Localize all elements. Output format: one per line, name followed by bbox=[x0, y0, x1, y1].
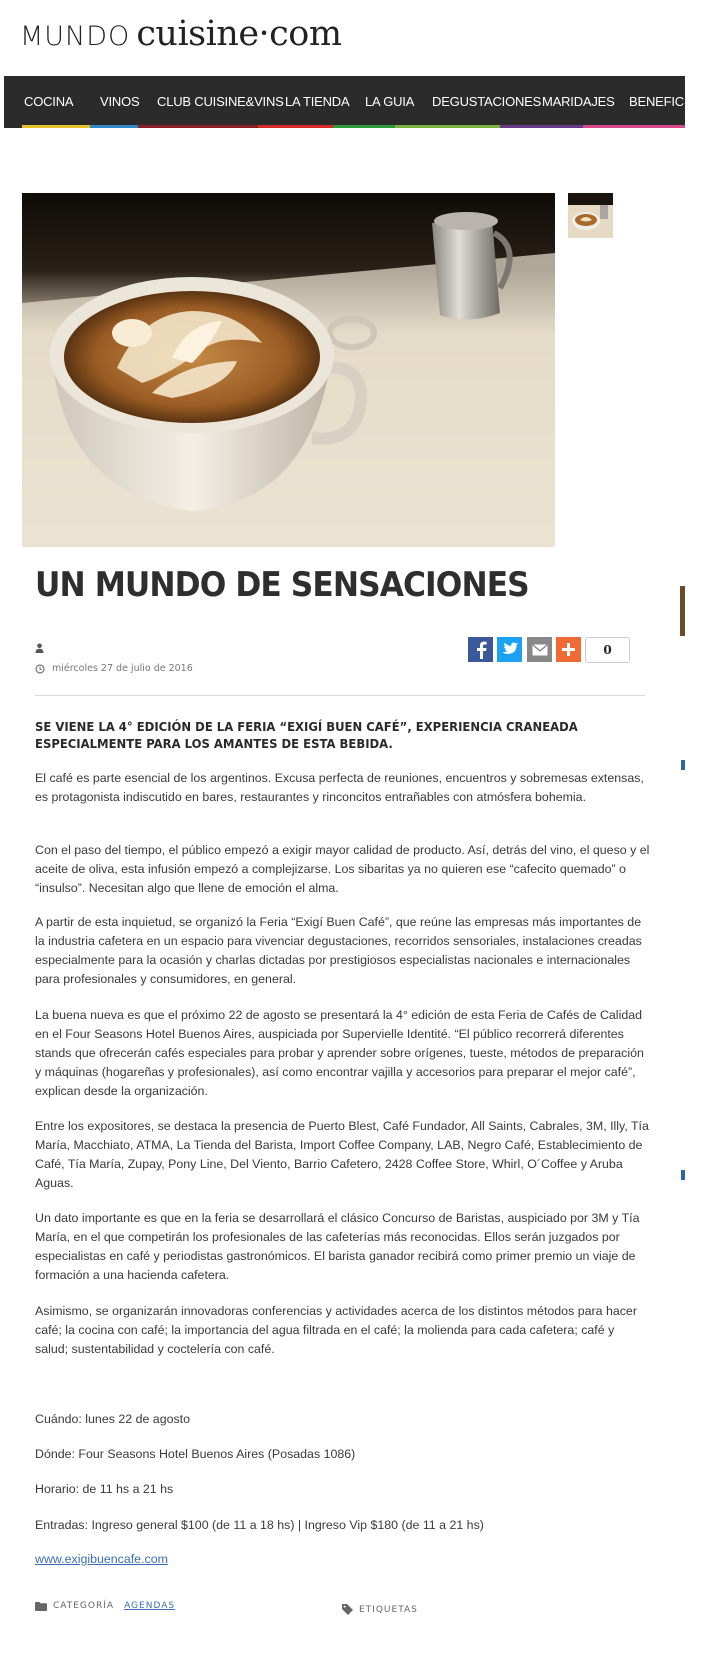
article-paragraph: A partir de esta inquietud, se organizó la Feria “Exigí Buen Café”, que reúne las empresas más importantes de la industria cafetera en un espacio para vivenciar degustaciones, recorridos sensoriales, instalaciones creadas especialmente para la ocasión y charlas dictadas por prestigiosos especialistas nacionales e internacionales para profesionales y consumidores, en general. bbox=[35, 915, 642, 986]
tags-row bbox=[342, 1604, 418, 1615]
plus-icon bbox=[562, 643, 575, 656]
sidebar-image-fragment bbox=[680, 586, 685, 636]
nav-underline-vinos bbox=[90, 125, 138, 128]
share-count-badge: 0 bbox=[585, 637, 630, 663]
event-hours: Horario: de 11 hs a 21 hs bbox=[35, 1482, 174, 1496]
article-paragraph: El café es parte esencial de los argentinos. Excusa perfecta de reuniones, encuentros y sobremesas extensas, es protagonista indiscutido en bares, restaurantes y rinconcitos entrañables con atmósfera bohemia. bbox=[35, 771, 644, 804]
article-lead: SE VIENE LA 4° EDICIÓN DE LA FERIA “EXIGÍ BUEN CAFÉ”, EXPERIENCIA CRANEADA ESPECIALMENTE PARA LOS AMANTES DE ESTA BEBIDA. bbox=[35, 719, 578, 751]
tag-icon bbox=[342, 1604, 353, 1615]
facebook-icon bbox=[474, 641, 488, 659]
clock-icon bbox=[35, 664, 45, 674]
main-nav bbox=[4, 76, 706, 128]
tags-label: ETIQUETAS bbox=[359, 1604, 418, 1615]
nav-item-tienda[interactable]: LA TIENDA bbox=[285, 94, 350, 109]
more-share-button[interactable] bbox=[556, 637, 581, 662]
nav-underline-tienda bbox=[258, 125, 333, 128]
article-paragraph: La buena nueva es que el próximo 22 de agosto se presentará la 4° edición de esta Feria de Cafés de Calidad en el Four Seasons Hotel Buenos Aires, auspiciada por Supervielle Identité. “El público recorrerá diferentes stands que ofrecerán cafés especiales para probar y aprender sobre orígenes, tueste, métodos de preparación y máquinas (hogareñas y profesionales), así como encontrar vajilla y accesorios para preparar el mejor café”, explican desde la organización. bbox=[35, 1008, 644, 1098]
logo-cuisine: cuisine·com bbox=[136, 14, 342, 54]
facebook-share-button[interactable] bbox=[468, 637, 493, 662]
sidebar-marker bbox=[681, 760, 685, 770]
coffee-cup-illustration bbox=[22, 193, 555, 547]
coffee-thumbnail-image bbox=[568, 193, 613, 238]
nav-underline-guia bbox=[333, 125, 395, 128]
article-paragraph: Un dato importante es que en la feria se desarrollará el clásico Concurso de Baristas, auspiciado por 3M y Tía María, en el que competirán los profesionales de las cafeterías más reconocidas. Ellos serán juzgados por especialistas en café y periodistas gastronómicos. El barista ganador recibirá como primer premio un viaje de formación a una hacienda cafetera. bbox=[35, 1211, 640, 1282]
nav-item-guia[interactable]: LA GUIA bbox=[365, 94, 415, 109]
nav-item-maridajes[interactable]: MARIDAJES bbox=[542, 94, 615, 109]
user-icon bbox=[35, 643, 44, 653]
nav-item-vinos[interactable]: VINOS bbox=[100, 94, 140, 109]
event-where: Dónde: Four Seasons Hotel Buenos Aires (Posadas 1086) bbox=[35, 1447, 356, 1461]
nav-item-degustaciones[interactable]: DEGUSTACIONES bbox=[432, 94, 542, 109]
article-paragraph: Con el paso del tiempo, el público empezó a exigir mayor calidad de producto. Así, detrás del vino, el queso y el aceite de oliva, esta infusión empezó a complejizarse. Los sibaritas ya no quieren ese “cafecito quemado” o “insulso”. Necesitan algo que llene de emoción el alma. bbox=[35, 843, 650, 895]
nav-underline-beneficios bbox=[583, 125, 685, 128]
nav-underline-maridajes bbox=[500, 125, 583, 128]
article-title: UN MUNDO DE SENSACIONES bbox=[35, 565, 529, 605]
event-website-link[interactable]: www.exigibuencafe.com bbox=[35, 1552, 168, 1566]
event-when: Cuándo: lunes 22 de agosto bbox=[35, 1412, 191, 1426]
category-row bbox=[35, 1601, 175, 1611]
nav-item-beneficios[interactable]: BENEFICIOS bbox=[629, 94, 706, 109]
folder-icon bbox=[35, 1602, 47, 1611]
site-logo[interactable] bbox=[20, 14, 342, 54]
twitter-icon bbox=[501, 642, 519, 657]
article-paragraph: Entre los expositores, se destaca la presencia de Puerto Blest, Café Fundador, All Saints, Cabrales, 3M, Illy, Tía María, Macchiato, ATMA, La Tienda del Barista, Import Coffee Company, LAB, Negro Café, Establecimiento de Café, Tía María, Zupay, Pony Line, Del Viento, Barrio Cafetero, 2428 Coffee Store, Whirl, O´Coffee y Aruba Aguas. bbox=[35, 1119, 649, 1190]
article-hero-image bbox=[22, 193, 555, 547]
email-icon bbox=[532, 644, 548, 656]
logo-mundo: MUNDO bbox=[20, 21, 131, 52]
nav-item-club[interactable]: CLUB CUISINE&VINS bbox=[157, 94, 284, 109]
event-tickets: Entradas: Ingreso general $100 (de 11 a 18 hs) | Ingreso Vip $180 (de 11 a 21 hs) bbox=[35, 1518, 484, 1532]
gallery-thumbnail[interactable] bbox=[568, 193, 613, 238]
nav-item-cocina[interactable]: COCINA bbox=[24, 94, 74, 109]
category-label: CATEGORÍA bbox=[53, 1601, 115, 1611]
category-link-agendas[interactable]: AGENDAS bbox=[124, 1601, 176, 1611]
nav-underline-club bbox=[138, 125, 258, 128]
nav-underline-degustaciones bbox=[395, 125, 500, 128]
nav-underline-cocina bbox=[22, 125, 90, 128]
article-paragraph: Asimismo, se organizarán innovadoras conferencias y actividades acerca de los distintos métodos para hacer café; la cocina con café; la importancia del agua filtrada en el café; la molienda para cada cafetera; café y salud; sustentabilidad y coctelería con café. bbox=[35, 1304, 637, 1356]
sidebar-marker bbox=[681, 1170, 685, 1180]
article-date: miércoles 27 de julio de 2016 bbox=[52, 663, 193, 674]
email-share-button[interactable] bbox=[527, 637, 552, 662]
meta-divider bbox=[35, 695, 645, 696]
twitter-share-button[interactable] bbox=[497, 637, 522, 662]
